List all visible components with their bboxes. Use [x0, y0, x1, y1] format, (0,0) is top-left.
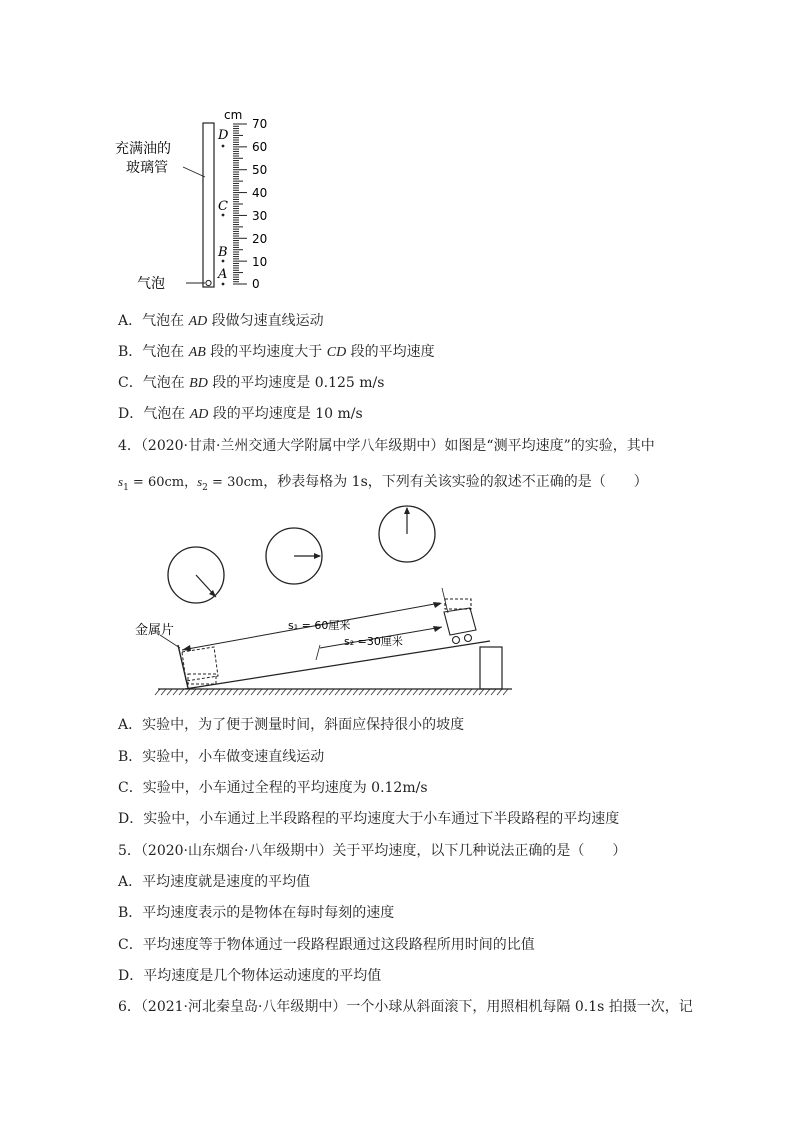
hatch-line	[365, 689, 370, 695]
hatch-line	[371, 689, 376, 695]
hatch-line	[185, 689, 190, 695]
hatch-line	[317, 689, 322, 695]
q5-option-d: D．平均速度是几个物体运动速度的平均值	[118, 968, 382, 984]
q4-s2-sub: 2	[202, 482, 208, 493]
q3-option-d-text-2: 段的平均速度是 10 m/s	[208, 406, 363, 422]
scale-70: 70	[252, 117, 268, 131]
hatch-line	[299, 689, 304, 695]
q4-option-c: C．实验中，小车通过全程的平均速度为 0.12m/s	[118, 780, 428, 796]
hatch-line	[377, 689, 382, 695]
q4-option-d: D．实验中，小车通过上半段路程的平均速度大于小车通过下半段路程的平均速度	[118, 811, 620, 827]
s1-label: s₁ = 60厘米	[288, 619, 351, 632]
q3-option-b-text-2: 段的平均速度大于	[205, 344, 327, 360]
q4-s1-value: = 60cm，	[128, 475, 198, 490]
q3-option-b-var2: CD	[326, 345, 347, 360]
bubble	[206, 280, 211, 285]
q4-s1: s	[118, 474, 124, 489]
scale-40: 40	[252, 186, 268, 200]
q3-option-c-text-2: 段的平均速度是 0.125 m/s	[207, 375, 385, 391]
stopwatch-start	[168, 547, 224, 603]
hatch-line	[437, 689, 442, 695]
q3-option-c	[118, 373, 384, 394]
hatch-line	[245, 689, 250, 695]
cart-top	[444, 599, 476, 644]
hatch-line	[329, 689, 334, 695]
hatch-line	[497, 689, 502, 695]
hatch-line	[461, 689, 466, 695]
hatch-line	[293, 689, 298, 695]
scale-30: 30	[252, 209, 268, 223]
q5-option-b: B．平均速度表示的是物体在每时每刻的速度	[118, 905, 395, 921]
hatch-line	[239, 689, 244, 695]
hatch-line	[161, 689, 166, 695]
hatch-line	[407, 689, 412, 695]
hatch-line	[431, 689, 436, 695]
q3-option-c-var: BD	[189, 376, 208, 391]
hatch-line	[449, 689, 454, 695]
hatch-line	[251, 689, 256, 695]
q5-option-c: C．平均速度等于物体通过一段路程跟通过这段路程所用时间的比值	[118, 937, 535, 953]
q3-option-b-var1: AB	[188, 345, 206, 360]
hatch-line	[455, 689, 460, 695]
point-b-label: B	[218, 245, 228, 260]
stopwatch-end	[379, 506, 435, 562]
q3-option-a	[118, 311, 324, 332]
glass-tube	[203, 123, 214, 287]
ruler	[233, 124, 247, 284]
hatch-line	[233, 689, 238, 695]
bubble-label: 气泡	[137, 276, 165, 292]
hatch-line	[173, 689, 178, 695]
hatch-line	[179, 689, 184, 695]
hatch-line	[479, 689, 484, 695]
hatch-line	[257, 689, 262, 695]
point-a-label: A	[218, 267, 228, 282]
q3-option-d	[118, 404, 363, 425]
unit-label: cm	[224, 108, 243, 122]
q4-stem-line2-text: ，秒表每格为 1s，下列有关该实验的叙述不正确的是（ ）	[263, 474, 648, 490]
hatch-line	[419, 689, 424, 695]
point-d-label: D	[218, 128, 229, 143]
hatch-line	[287, 689, 292, 695]
ground-hatching	[155, 689, 508, 695]
s2-label: s₂ =30厘米	[344, 635, 403, 648]
hatch-line	[305, 689, 310, 695]
q4-stem-line2	[118, 472, 648, 498]
hatch-line	[425, 689, 430, 695]
q3-option-c-text: C．气泡在	[118, 375, 190, 391]
scale-50: 50	[252, 163, 268, 177]
tube-label-line2: 玻璃管	[126, 160, 168, 176]
q3-option-b	[118, 342, 435, 363]
hatch-line	[359, 689, 364, 695]
q3-option-a-text: A．气泡在	[118, 313, 189, 329]
hatch-line	[227, 689, 232, 695]
q4-option-a: A．实验中，为了便于测量时间，斜面应保持很小的坡度	[118, 717, 465, 733]
hatch-line	[311, 689, 316, 695]
hatch-line	[401, 689, 406, 695]
hatch-line	[503, 689, 508, 695]
metal-plate-label: 金属片	[135, 623, 175, 638]
hatch-line	[167, 689, 172, 695]
hatch-line	[353, 689, 358, 695]
q4-s2-value: = 30cm	[207, 475, 264, 490]
q4-option-b: B．实验中，小车做变速直线运动	[118, 749, 325, 765]
q3-option-a-var: AD	[188, 314, 208, 329]
scale-20: 20	[252, 232, 268, 246]
q4-stem-line1: 4．（2020·甘肃·兰州交通大学附属中学八年级期中）如图是“测平均速度”的实验，其中	[118, 438, 655, 454]
q6-stem: 6．（2021·河北秦皇岛·八年级期中）一个小球从斜面滚下，用照相机每隔 0.1s 拍摄一次，记	[118, 999, 693, 1015]
hatch-line	[335, 689, 340, 695]
q3-option-b-text: B．气泡在	[118, 344, 189, 360]
hatch-line	[467, 689, 472, 695]
stopwatch-middle	[266, 528, 322, 584]
hatch-line	[221, 689, 226, 695]
hatch-line	[275, 689, 280, 695]
incline-figure	[130, 500, 530, 700]
hatch-line	[191, 689, 196, 695]
hatch-line	[323, 689, 328, 695]
hatch-line	[485, 689, 490, 695]
q5-option-a: A．平均速度就是速度的平均值	[118, 874, 311, 890]
hatch-line	[395, 689, 400, 695]
q5-stem: 5．（2020·山东烟台·八年级期中）关于平均速度，以下几种说法正确的是（ ）	[118, 843, 627, 859]
q3-option-b-text-3: 段的平均速度	[346, 344, 435, 360]
hatch-line	[197, 689, 202, 695]
hatch-line	[473, 689, 478, 695]
hatch-line	[443, 689, 448, 695]
hatch-line	[155, 689, 160, 695]
hatch-line	[203, 689, 208, 695]
hatch-line	[269, 689, 274, 695]
hatch-line	[389, 689, 394, 695]
q3-option-d-var: AD	[189, 407, 209, 422]
cart-start-dashed	[182, 647, 218, 684]
hatch-line	[341, 689, 346, 695]
oil-tube-figure	[115, 105, 290, 300]
q4-s2: s	[197, 474, 203, 489]
hatch-line	[281, 689, 286, 695]
scale-0: 0	[252, 277, 260, 291]
q3-option-a-text-2: 段做匀速直线运动	[207, 313, 324, 329]
support-block	[480, 647, 502, 689]
hatch-line	[347, 689, 352, 695]
hatch-line	[413, 689, 418, 695]
tube-label-line1: 充满油的	[115, 141, 171, 157]
hatch-line	[383, 689, 388, 695]
hatch-line	[491, 689, 496, 695]
q4-s1-sub: 1	[123, 482, 129, 493]
scale-60: 60	[252, 140, 268, 154]
incline-top	[185, 641, 490, 689]
hatch-line	[263, 689, 268, 695]
hatch-line	[215, 689, 220, 695]
hatch-line	[209, 689, 214, 695]
q3-option-d-text: D．气泡在	[118, 406, 190, 422]
scale-10: 10	[252, 255, 268, 269]
point-c-label: C	[218, 199, 228, 214]
